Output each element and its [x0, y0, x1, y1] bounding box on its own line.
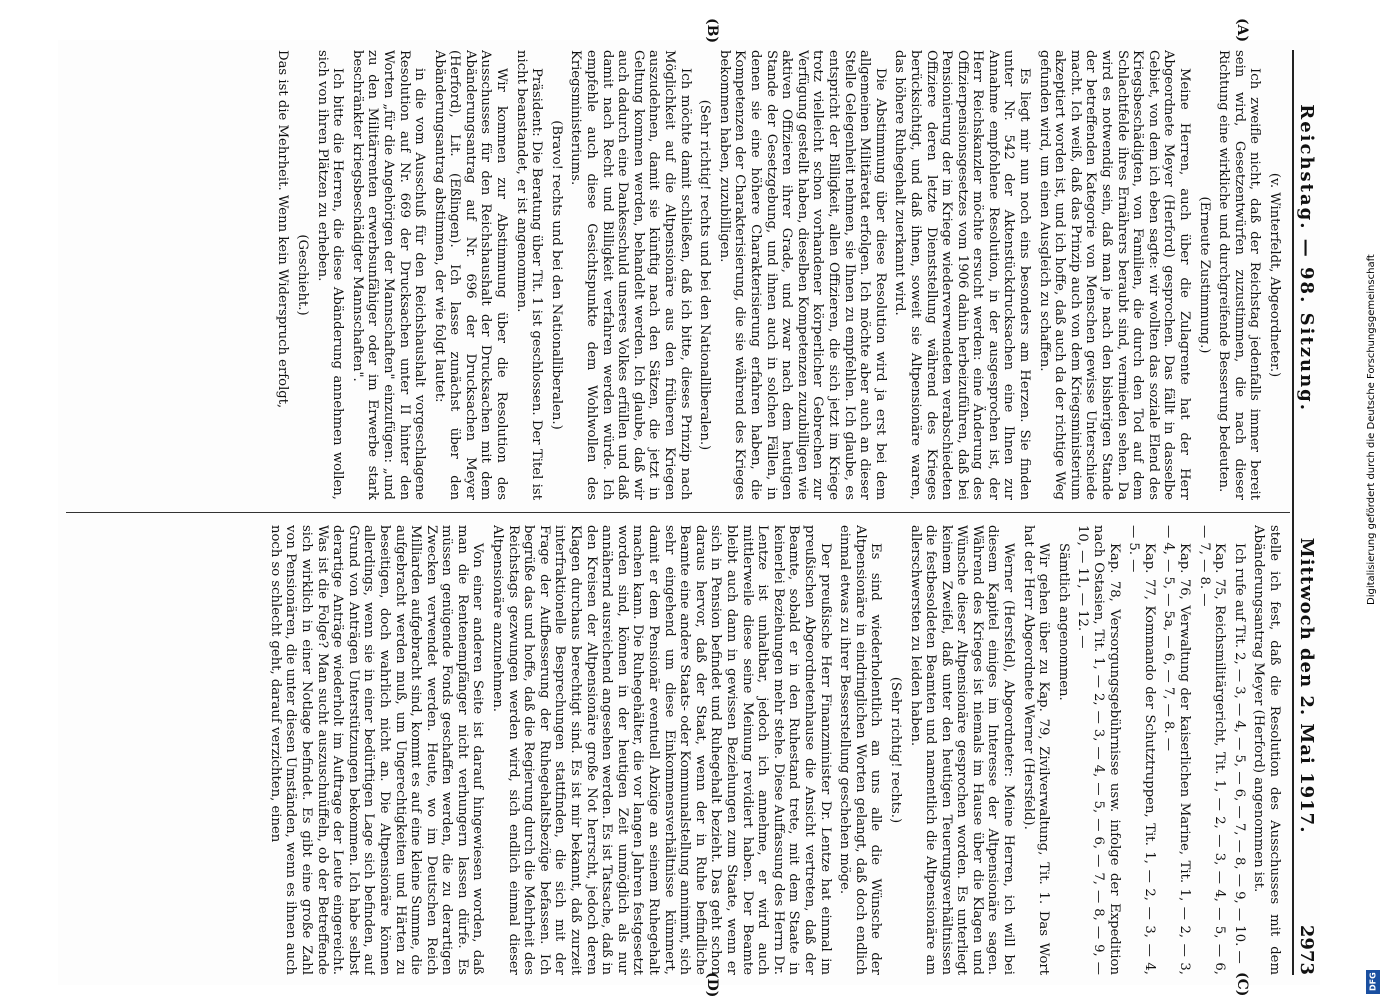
paragraph: Werner (Hersfeld), Abgeordneter: Meine Herren, ich will bei diesem Kapitel einiges im Interesse der Altpensionäre sagen. Während des Krieges ist niemals im Hause über die Klagen und Wünsche dieser Altpensionäre gesprochen worden. Es unterliegt keinem Zweifel, daß unter den heutigen Teuerungsverhältnissen die festbesoldeten Beamten und namentlich die Altpensionäre am allerschwersten zu leiden haben. — [907, 525, 1017, 975]
paragraph: stelle ich fest, daß die Resolution des Ausschusses mit dem Abänderungsantrag Meyer (Herford) angenommen ist. — [1251, 525, 1282, 975]
paragraph: (v. Winterfeldt, Abgeordneter.) — [1267, 172, 1282, 378]
paragraph: Ich möchte damit schließen, daß ich bitte, dieses Prinzip nach Möglichkeit auf die Altpensionäre aus den früheren Kriegen auszudehnen, damit sie künftig nach den Sätzen, die jetzt in Geltung kommen werden, behandelt werden. Ich glaube, daß wir auch dadurch eine Dankesschuld unseres Volkes erfüllen und daß damit nach Recht und Billigkeit verfahren werden würde. Ich empfehle auch diese Gesichtspunkte dem Wohlwollen des Kriegsministeriums. — [568, 50, 693, 500]
paragraph: Kap. 75, Reichsmilitärgericht, Tit. 1, — 2, — 3, — 4, — 5, — 6, — 7, — 8. — — [1196, 525, 1228, 975]
page-number: 2973 — [1296, 924, 1318, 975]
paragraph: Es sind wiederholentlich an uns alle die Wünsche der Altpensionäre in eindringlichen Worten gelangt, daß doch endlich einmal etwas zu ihrer Besserstellung geschehen möge. — [837, 525, 884, 975]
paragraph: Kap. 78, Versorgungsgebührnisse usw. infolge der Expedition nach Ostasien, Tit. 1, — 2, — 3, — 4, — 5, — 6, — 7, — 8, — 9, — 10, — 11, — 12. — — [1075, 525, 1122, 975]
paragraph: Der preußische Herr Finanzminister Dr. Lentze hat einmal im preußischen Abgeordnetenhause die Ansicht vertreten, daß der Beamte, sobald er in den Ruhestand trete, mit dem Staate in keinerlei Beziehungen mehr stehe. Diese Auffassung des Herrn Dr. Lentze ist unhaltbar, jedoch ich annehme, er wird auch mittlerweile diese seine Meinung revidiert haben. Der Beamte bleibt auch dann in gewissen Beziehungen zum Staate, wenn er sich in Pension befindet und Ruhegehalt bezieht. Das geht schon daraus hervor, daß der Staat, wenn der in Ruhe befindliche Beamte eine andere Staats- oder Kommunalstellung annimmt, sich sehr eingehend um diese Einkommensverhältnisse kümmert, damit er dem Pensionär eventuell Abzüge an seinem Ruhegehalt machen kann. Die Ruhegehälter, die vor langen Jahren festgesetzt worden sind, können in der heutigen Zeit unmöglich als nur annähernd ausreichend angesehen werden. Es ist Tatsache, daß in den Kreisen der Altpensionäre große Not herrscht, jedoch deren Klagen durchaus berechtigt sind. Es ist mir bekannt, daß zurzeit interfraktionelle Besprechungen stattfinden, die sich mit der Frage der Aufbesserung der Ruhegehaltsbezüge befassen. Ich begrüße das und hoffe, daß die Regierung durch die Mehrheit des Reichstags gezwungen werden wird, sich endlich einmal dieser Altpensionäre anzunehmen. — [490, 525, 833, 975]
left-column — [66, 50, 1282, 500]
paragraph: Es liegt mir nun noch eins besonders am Herzen. Sie finden unter Nr. 542 der Aktenstückdrucksachen eine Ihnen zur Annahme empfohlene Resolution, in der ausgesprochen ist, der Herr Reichskanzler möchte ersucht werden: eine Änderung des Offizierpensionsgesetzes vom 1906 dahin herbeizuführen, daß bei Pensionierung der im Kriege wiederverwendeten verabschiedeten Offiziere deren letzte Dienststellung während des Krieges berücksichtigt, und daß ihnen, soweit sie Altpensionäre waren, das höhere Ruhegehalt zuerkannt wird. — [892, 50, 1033, 500]
paragraph: (Geschieht.) — [294, 234, 310, 316]
right-column — [66, 525, 1282, 975]
page-header — [1292, 50, 1320, 975]
paragraph: Wir gehen über zu Kap. 79, Zivilverwaltung, Tit. 1. Das Wort hat der Herr Abgeordnete Werner (Hersfeld). — [1020, 525, 1052, 975]
margin-mark-d: (D) — [704, 972, 720, 998]
margin-mark-c: (C) — [1234, 972, 1250, 997]
paragraph: Ich bitte die Herren, die diese Abänderung annehmen wollen, sich von ihren Plätzen zu erheben. — [314, 50, 346, 500]
paragraph: Die Abstimmung über diese Resolution wird ja erst bei dem allgemeinen Militäretat erfolgen. Ich möchte aber auch an dieser Stelle Gelegenheit nehmen, sie Ihnen zu empfehlen. Ich glaube, es entspricht der Billigkeit, allen Offizieren, die sich jetzt im Kriege trotz vielleicht schon vorhandener körperlicher Gebrechen zur Verfügung gestellt haben, dieselben Kompetenzen zuzubilligen wie aktiven Offizieren ihrer Grade, und zwar nach dem heutigen Stande der Gesetzgebung, und ihnen auch in solchen Fällen, in denen sie eine höhere Charakterisierung erfahren haben, die Kompetenzen der Charakterisierung, die sie während des Krieges bekommen haben, zuzubilligen. — [716, 50, 888, 500]
paragraph: Präsident: Die Beratung über Tit. 1 ist geschlossen. Der Titel ist nicht beanstandet, er ist angenommen. — [513, 50, 545, 500]
funding-note: Digitalisierung gefördert durch die Deutsche Forschungsgemeinschaft — [1366, 254, 1377, 605]
paragraph: (Erneute Zustimmung.) — [1196, 196, 1212, 354]
paragraph: Ich rufe auf Tit. 2, — 3, — 4, — 5, — 6, — 7, — 8, — 9, — 10. — — [1231, 543, 1247, 964]
paragraph: Von einer anderen Seite ist darauf hingewiesen worden, daß man die Rentenempfänger nicht verhungern lassen dürfe. Es müssen genügende Fonds geschaffen werden, die zu derartigen Zwecken verwendet werden. Heute, wo im Deutschen Reich Milliarden aufgebracht sind, kommt es auf eine kleine Summe, die aufgebracht werden muß, um Ungerechtigkeiten und Härten zu beseitigen, doch wahrlich nicht an. Die Altpensionäre können allerdings, wenn sie in einer bedürftigen Lage sich befinden, auf Grund von Anträgen Unterstützungen bekommen. Ich habe selbst derartige Anträge wiederholt im Auftrage der Leute eingereicht. Was ist die Folge? Man sucht auszuschnüffeln, ob der Betreffende sich wirklich in einer Notlage befindet. Es gibt eine große Zahl von Pensionären, die unter diesen Umständen, wenn es ihnen auch noch so schlecht geht, darauf verzichten, einen — [267, 525, 486, 975]
paragraph: in die vom Ausschuß für den Reichshaushalt vorgeschlagene Resolution auf Nr. 669 der Drucksachen unter II hinter den Worten „für die Angehörigen der Mannschaften" einzufügen: „und zu den Militärrenten erwerbsunfähiger oder im Erwerbe stark beschränkter kriegsbeschädigter Mannschaften". — [349, 50, 428, 500]
paragraph: (Sehr richtig! rechts.) — [887, 676, 903, 824]
paragraph: Sämtlich angenommen. — [1055, 543, 1071, 701]
margin-mark-b: (B) — [704, 18, 720, 44]
paragraph: Meine Herren, auch über die Zulagrente hat der Herr Abgeordnete Meyer (Herford) gesprochen. Das fällt in dasselbe Gebiet, von dem ich eben sagte: wir wollten das soziale Elend des Kriegsbeschädigten, von Familien, die durch den Tod auf dem Schlachtfelde ihres Ernährers beraubt sind, vermieden sehen. Da wird es notwendig sein, daß man je nach den bisherigen Stande der betreffenden Kategorie von Menschen gewisse Unterschiede macht. Ich weiß, daß das Prinzip auch von dem Kriegsministerium akzeptiert worden ist, und ich hoffe, daß auch da der richtige Weg gefunden wird, um einen Ausgleich zu schaffen. — [1036, 50, 1193, 500]
paragraph: Wir kommen zur Abstimmung über die Resolution des Ausschusses für den Reichshaushalt der Drucksachen mit dem Abänderungsantrag auf Nr. 696 der Drucksachen Meyer (Herford), Lit. (Eßlingen). Ich lasse zunächst über den Abänderungsantrag abstimmen, der wie folgt lautet: — [431, 50, 510, 500]
column-divider — [66, 512, 1290, 513]
rotated-newspaper-page — [58, 18, 1320, 998]
header-left: Reichstag. — 98. Sitzung. — [1296, 104, 1318, 413]
paragraph: (Sehr richtig! rechts und bei den Nationalliberalen.) — [697, 99, 713, 451]
paragraph: Kap. 76, Verwaltung der kaiserlichen Marine, Tit. 1, — 2, — 3, — 4, — 5, — 5a, — 6, — 7, — 8. — — [1161, 525, 1193, 975]
header-date: Mittwoch den 2. Mai 1917. — [1296, 537, 1318, 834]
dfg-logo: DFG — [1366, 970, 1380, 994]
paragraph: Kap. 77, Kommando der Schutztruppen, Tit. 1, — 2, — 3, — 4, — 5. — — [1126, 525, 1157, 975]
paragraph: Das ist die Mehrheit. Wenn kein Widerspruch erfolgt, — [275, 50, 291, 409]
paragraph: (Bravo! rechts und bei den Nationalliberalen.) — [548, 120, 564, 430]
paragraph: Ich zweifle nicht, daß der Reichstag jedenfalls immer bereit sein wird, Gesetzentwürfen zuzustimmen, die nach dieser Richtung eine wirkliche und durchgreifende Besserung bedeuten. — [1216, 50, 1263, 500]
margin-mark-a: (A) — [1234, 18, 1250, 43]
